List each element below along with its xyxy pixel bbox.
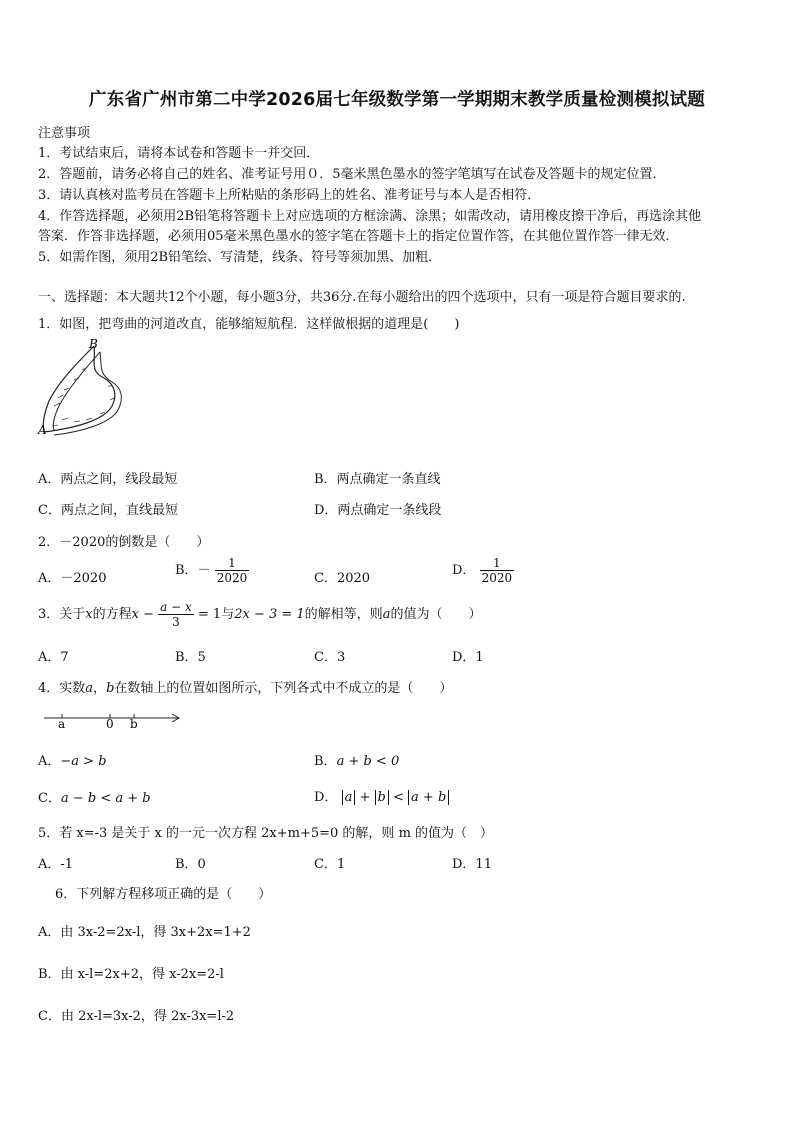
q2-option-d-fraction xyxy=(480,556,515,585)
option-label: B． xyxy=(314,754,337,769)
q3-option-c: C．3 xyxy=(314,650,346,665)
question-1-stem: 1．如图，把弯曲的河道改直，能够缩短航程．这样做根据的道理是( ) xyxy=(38,317,460,332)
q3-option-a: A．7 xyxy=(38,650,69,665)
stem-text: 与 xyxy=(221,607,235,622)
fraction-denominator: 2020 xyxy=(481,571,513,585)
river-figure xyxy=(34,336,134,440)
page-title: 广东省广州市第二中学2026届七年级数学第一学期期末教学质量检测模拟试题 xyxy=(89,90,705,110)
stem-text: 3．关于 xyxy=(38,607,86,622)
q5-option-d: D．11 xyxy=(452,857,492,872)
number-line xyxy=(42,708,184,730)
question-4-stem xyxy=(38,677,452,696)
operator: < xyxy=(393,790,404,805)
variable-b: b xyxy=(106,681,115,696)
q3-option-d: D．1 xyxy=(452,650,484,665)
q5-option-c: C．1 xyxy=(314,857,346,872)
abs-value-b: b xyxy=(375,790,389,805)
variable-x: x xyxy=(85,607,93,622)
q2-option-d-label: D． xyxy=(452,563,476,578)
number-line-label-b: b xyxy=(130,717,138,730)
q4-option-a xyxy=(38,750,107,769)
notice-item: 4．作答选择题，必须用2B铅笔将答题卡上对应选项的方框涂满、涂黑；如需改动，请用橡皮擦干净后，再选涂其他 xyxy=(38,209,702,224)
q4-option-d xyxy=(314,786,449,805)
stem-text: ， xyxy=(93,681,107,696)
notice-item: 2．答题前，请务必将自己的姓名、准考证号用０．5毫米黑色墨水的签字笔填写在试卷及答题卡的规定位置． xyxy=(38,167,666,182)
q2-option-b-fraction xyxy=(215,556,250,585)
fraction-numerator: a − x xyxy=(160,600,192,614)
q1-option-d: D．两点确定一条线段 xyxy=(314,503,442,518)
number-line-label-a: a xyxy=(58,717,66,730)
stem-text: 的解相等，则 xyxy=(304,607,383,622)
notice-item: 3．请认真核对监考员在答题卡上所粘贴的条形码上的姓名、准考证号与本人是否相符． xyxy=(38,188,541,203)
fraction-numerator: 1 xyxy=(480,556,515,571)
q2-option-b-label: B．－ xyxy=(175,563,211,578)
q3-option-b: B．5 xyxy=(175,650,206,665)
notice-item: 5．如需作图，须用2B铅笔绘、写清楚，线条、符号等须加黑、加粗． xyxy=(38,250,442,265)
equation-right: = 1 xyxy=(197,607,222,622)
fraction-numerator: 1 xyxy=(215,556,250,571)
abs-value-sum: a + b xyxy=(408,790,449,805)
q6-option-a: A．由 3x-2=2x-l，得 3x+2x=1+2 xyxy=(38,925,251,940)
q1-option-c: C．两点之间，直线最短 xyxy=(38,503,178,518)
question-6-stem: 6．下列解方程移项正确的是（ ） xyxy=(55,887,272,902)
option-expression: −a > b xyxy=(60,754,107,769)
option-expression: a − b < a + b xyxy=(60,791,151,806)
q4-option-c xyxy=(38,787,151,806)
option-label: A． xyxy=(38,754,61,769)
abs-value-a: a xyxy=(342,790,356,805)
equation-2: 2x − 3 = 1 xyxy=(234,607,305,622)
q2-option-c: C．2020 xyxy=(314,571,371,586)
notice-item: 1．考试结束后，请将本试卷和答题卡一并交回． xyxy=(38,146,320,161)
variable-a: a xyxy=(382,607,391,622)
option-label: C． xyxy=(38,791,61,806)
figure-label-b: B xyxy=(89,337,98,351)
q6-option-b: B．由 x-l=2x+2，得 x-2x=2-l xyxy=(38,967,224,982)
fraction-denominator: 3 xyxy=(172,615,180,629)
stem-text: 4．实数 xyxy=(38,681,86,696)
q4-option-b xyxy=(314,750,399,769)
q2-option-b xyxy=(175,556,249,585)
notice-item: 答案．作答非选择题，必须用05毫米黑色墨水的签字笔在答题卡上的指定位置作答，在其他位置作答一律无效． xyxy=(38,229,679,244)
q6-option-c: C．由 2x-l=3x-2，得 2x-3x=l-2 xyxy=(38,1009,235,1024)
q5-option-b: B．0 xyxy=(175,857,206,872)
q5-option-a: A．-1 xyxy=(38,857,74,872)
notice-heading: 注意事项 xyxy=(38,126,91,141)
question-5-stem: 5．若 x=-3 是关于 x 的一元一次方程 2x+m+5=0 的解，则 m 的值为（ ） xyxy=(38,826,494,841)
variable-a: a xyxy=(85,681,94,696)
stem-text: 在数轴上的位置如图所示，下列各式中不成立的是（ ） xyxy=(114,681,453,696)
q2-option-d xyxy=(452,556,514,585)
figure-label-a: A xyxy=(38,423,47,437)
section-heading: 一、选择题：本大题共12个小题，每小题3分，共36分.在每小题给出的四个选项中，只有一项是符合题目要求的. xyxy=(38,290,686,305)
option-expression: a + b < 0 xyxy=(336,754,400,769)
stem-text: 的值为（ ） xyxy=(390,607,482,622)
option-label: D． xyxy=(314,790,338,805)
q1-option-a: A．两点之间，线段最短 xyxy=(38,472,178,487)
q1-option-b: B．两点确定一条直线 xyxy=(314,472,441,487)
equation-left: x − xyxy=(131,607,154,622)
stem-text: 的方程 xyxy=(92,607,132,622)
q2-option-a: A．－2020 xyxy=(38,571,107,586)
number-line-label-zero: 0 xyxy=(106,717,114,730)
fraction-denominator: 2020 xyxy=(216,571,248,585)
equation-fraction xyxy=(158,600,194,629)
operator: + xyxy=(359,790,371,805)
question-2-stem: 2．－2020的倒数是（ ） xyxy=(38,535,210,550)
question-3-stem xyxy=(38,600,481,629)
